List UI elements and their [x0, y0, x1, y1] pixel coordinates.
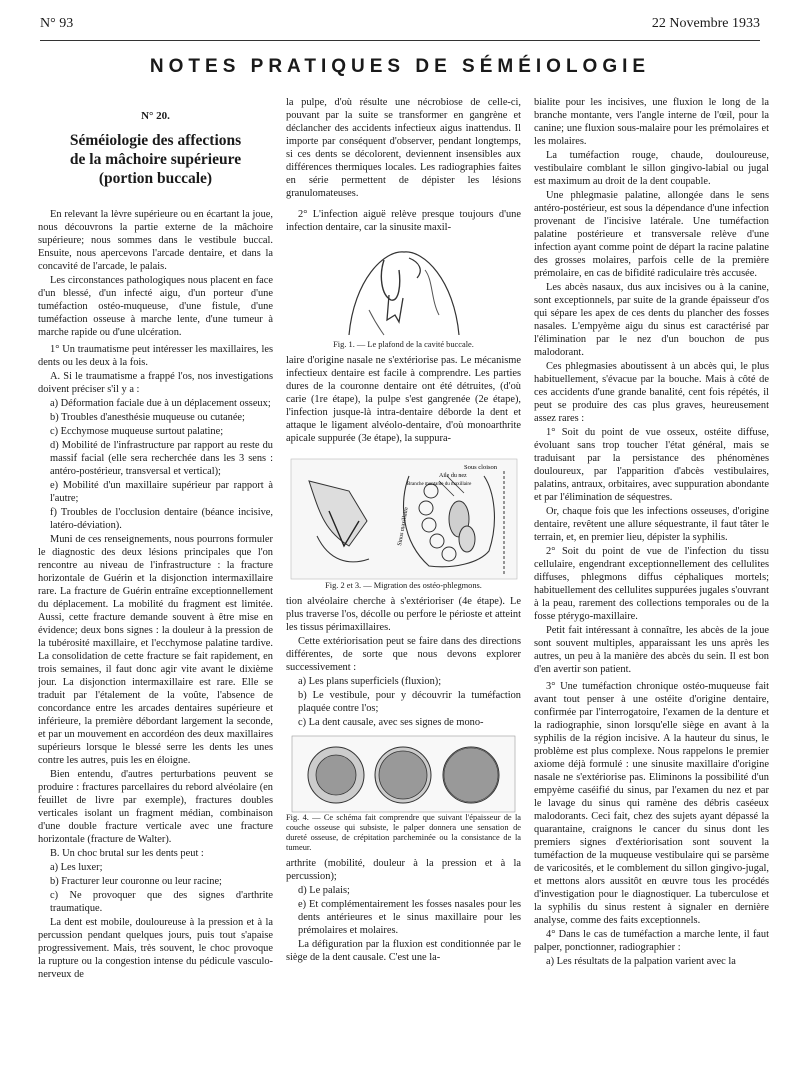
paragraph: B. Un choc brutal sur les dents peut : [50, 848, 204, 859]
issue-date: 22 Novembre 1933 [651, 16, 760, 31]
figure-4 [286, 735, 521, 853]
column-3 [534, 96, 769, 1080]
paragraph: bialite pour les incisives, une fluxion le long de la branche montante, vers l'angle interne de l'œil, pour la canine; une fluxion sous-malaire pour les prémolaires et les molaires. [534, 97, 769, 147]
list-item: e) Et complémentairement les fosses nasales pour les dents antérieures et le sinus maxillaire pour les prémolaires et molaires. [298, 899, 521, 936]
paragraph: 3° Une tuméfaction chronique ostéo-muqueuse fait avant tout penser à une ostéite d'origine dentaire, confirmée par l'interrogatoire, l'examen de la denture et la radiographie, sinon lorsqu'elle siège en avant à la syphilis de la région incisive. A la hauteur du sinus, le problème est plus complexe. Nous rappelons le premier axiome déjà formulé : une sinusite maxillaire d'origine nasale ne s'extériorise pas. Eliminons la possibilité d'un empyème caséifié du sinus, par l'examen du nez et par le lavage du sinus qui ramène des débris caséeux malodorants. Ceci fait, chez des sujets ayant dépassé la quarantaine, craignons le cancer du sinus dont les premiers signes d'extériorisation sont souvent la tuméfaction de la muqueuse vestibulaire qui se parsème de varicosités, et le comblement du sillon gingivo-jugal, et mettons alors aussitôt en œuvre tous les procédés d'investigation pour le diagnostiquer. La tuberculose et la syphilis du sinus restent à signaler en dernière analyse, comme des faits exceptionnels. [534, 681, 769, 926]
figure-2-3-caption: Fig. 2 et 3. — Migration des ostéo-phlegmons. [325, 581, 482, 590]
paragraph: A. Si le traumatisme a frappé l'os, nos investigations doivent préciser s'il y a : [38, 371, 273, 395]
osteophlegmon-migration-sketch-icon [289, 451, 519, 581]
list-item: b) Troubles d'anesthésie muqueuse ou cutanée; [50, 412, 245, 423]
title-line-1: Séméiologie des affections [69, 132, 242, 149]
column-2 [286, 96, 521, 1080]
figure-1 [286, 240, 521, 350]
list-item: b) Fracturer leur couronne ou leur racine; [50, 876, 222, 887]
paragraph: arthrite (mobilité, douleur à la pression et à la percussion); [286, 858, 521, 882]
article-columns [38, 96, 768, 1080]
paragraph: la pulpe, d'où résulte une nécrobiose de celle-ci, pouvant par la suite se transformer en gangrène et déclancher des accidents infectieux aigus inattendus. Il importe par conséquent d'observer, pendant longtemps, si ces dents se décolorent, deviennent insensibles aux différences thermiques locales. Les radiographies faites en série permettent de dépister les lésions granulomateuses. [286, 97, 521, 199]
list-item: d) Le palais; [298, 885, 350, 896]
list-item: c) La dent causale, avec ses signes de mono- [298, 717, 484, 728]
palate-sketch-icon [329, 240, 479, 340]
paragraph: Bien entendu, d'autres perturbations peuvent se produire : fractures parcellaires du rebord alvéolaire (en feuillet de livre par exemple), fractures doubles verticales isolant un fragment médian, combinaison d'une double fracture verticale avec une fracture horizontale (fracture de Walter). [38, 769, 273, 845]
paragraph: Muni de ces renseignements, nous pourrons formuler le diagnostic des deux lésions principales que l'on rencontre au niveau de l'infrastructure : la fracture horizontale de Guérin et la disjonction intermaxillaire rare. La fracture de Guérin entraîne exceptionnellement du déplacement. La mobilité du fragment est limitée. Aussi, cette fracture demande souvent à être mise en évidence; deux bons signes : la douleur à la pression de la tubérosité maxillaire, et l'ecchymose palatine tardive. La consolidation de cette fracture se fait rapidement, en trois semaines, il faut donc agir vite avant le dixième jour. La disjonction intermaxillaire est rare. Elle se traduit par l'étalement de la voûte, l'absence de concordance entre les arcades dentaires supérieure et inférieure, la première débordant largement la seconde, et par un mouvement en accordéon des deux maxillaires supérieurs lorsque le blessé serre les dents les unes contre les autres, puis les en éloigne. [38, 534, 273, 766]
paragraph: La dent est mobile, douloureuse à la pression et à la percussion pendant quelques jours, puis tout s'apaise progressivement. Mais, très souvent, le choc provoque la rupture ou la congestion intense du pédicule vasculo-nerveux de [38, 917, 273, 980]
list-item: a) Les luxer; [50, 862, 103, 873]
header-rule [40, 40, 760, 41]
figure-2-3 [286, 451, 521, 591]
paragraph: Petit fait intéressant à connaître, les abcès de la joue sont souvent multiples, apparaissant les uns après les autres, un peu à la manière des abcès du sein. Il est bon d'en avertir son patient. [534, 625, 769, 675]
list-item: d) Mobilité de l'infrastructure par rapport au reste du massif facial (elle sera recherchée dans les 3 sens : antéro-postérieur, transversal et vertical); [50, 440, 273, 477]
title-line-2: de la mâchoire supérieure [69, 151, 242, 168]
paragraph: 2° Soit du point de vue de l'infection du tissu cellulaire, engendrant exceptionnellement des cellulites diffuses, phlegmons diffus céphaliques mortels; habituellement des cellulites suppurées jugales s'ouvrant à la peau, rarement des collections temporales ou de la fosse ptérygo-maxillaire. [534, 546, 769, 622]
article-number: N° 20. [141, 110, 170, 122]
paragraph: La défiguration par la fluxion est conditionnée par le siège de la dent causale. C'est une la- [286, 939, 521, 963]
figure-1-caption: Fig. 1. — Le plafond de la cavité buccale. [333, 340, 474, 349]
fig-label-sinus: Sinus maxillaire [396, 506, 410, 547]
fig-label-sous-cloison: Sous cloison [463, 464, 497, 471]
paragraph: Une phlegmasie palatine, allongée dans le sens antéro-postérieur, est sous la dépendance d'une infection provenant de l'incisive latérale. Une tuméfaction palatine postérieure et transversale relève d'une infection ayant comme point de départ la racine palatine des grosses molaires, parfois celle de la première prémolaire, en cas de bifidité radiculaire très accusée. [534, 190, 769, 279]
list-item: e) Mobilité d'un maxillaire supérieur par rapport à l'autre; [50, 480, 273, 504]
paragraph: 4° Dans le cas de tuméfaction a marche lente, il faut palper, ponctionner, radiographier : [534, 929, 769, 953]
masthead-title: NOTES PRATIQUES DE SÉMÉIOLOGIE [149, 56, 651, 77]
article-title [38, 131, 273, 188]
paragraph: 2° L'infection aiguë relève presque toujours d'une infection dentaire, car la sinusite maxil- [286, 209, 521, 233]
paragraph: Ces phlegmasies aboutissent à un abcès qui, le plus habituellement, s'évacue par la bouche. Mais à côté de ces accidents d'une grande banalité, cent fois répétés, il peut se produire des cas plus graves, heureusement assez rares : [534, 361, 769, 424]
title-line-3: (portion buccale) [98, 170, 213, 187]
issue-number: N° 93 [40, 16, 74, 31]
paragraph: a) Les résultats de la palpation varient avec la [546, 956, 736, 967]
paragraph: La tuméfaction rouge, chaude, douloureuse, vestibulaire comblant le sillon gingivo-labial ou jugal est maximum au droit de la dent coupable. [534, 150, 769, 187]
paragraph: Cette extériorisation peut se faire dans des directions différentes, de sorte que nous devons explorer successivement : [286, 636, 521, 673]
paragraph: tion alvéolaire cherche à s'extérioriser (4e étape). Le plus traverse l'os, décolle ou perfore le périoste et atteint les tissus périmaxillaires. [286, 596, 521, 633]
list-item: c) Ecchymose muqueuse surtout palatine; [50, 426, 224, 437]
paragraph: 1° Un traumatisme peut intéresser les maxillaires, les dents ou les deux à la fois. [38, 344, 273, 368]
list-item: a) Déformation faciale due à un déplacement osseux; [50, 398, 271, 409]
paragraph: Les abcès nasaux, dus aux incisives ou à la canine, sont exceptionnels, par suite de la grande épaisseur d'os qui sépare les apex de ces dents du plancher des fosses nasales. L'empyème aigu du sinus est caractérisé par l'élimination par le nez d'un bouchon de pus malodorant. [534, 282, 769, 358]
paragraph: 1° Soit du point de vue osseux, ostéite diffuse, évoluant sans trop toucher l'état général, mais se traduisant par la persistance des phénomènes douloureux, par l'apparition d'abcès vestibulaires, palatins, antraux, orbitaires, avec suppuration abondante et par l'élimination de séquestres. [534, 427, 769, 503]
page-header [40, 14, 760, 36]
fig-label-branche-montante: Branche montante du maxillaire [406, 482, 471, 487]
bone-layer-circles-icon [291, 735, 516, 813]
fig-label-aile-du-nez: Aile du nez [438, 473, 467, 479]
list-item: c) Ne provoquer que des signes d'arthrite traumatique. [50, 890, 273, 914]
figure-4-caption: Fig. 4. — Ce schéma fait comprendre que suivant l'épaisseur de la couche osseuse qui subsiste, le palper donnera une sensation de dureté osseuse, de crépitation parcheminée ou la consistance de la tumeur. [286, 813, 521, 852]
paragraph: laire d'origine nasale ne s'extériorise pas. Le mécanisme infectieux dentaire est facile à comprendre. Les parties dures de la couronne dentaire ont été détruites, (d'où carie (1re étape), la pulpe s'est gangrenée (2e étape), l'infection jusque-là intra-dentaire déborde la dent et attaque le ligament alvéolo-dentaire, d'où monoarthrite apicale suppurée (3e étape), la suppura- [286, 355, 521, 444]
column-1 [38, 96, 273, 1080]
list-item: b) Le vestibule, pour y découvrir la tuméfaction plaquée contre l'os; [298, 690, 521, 714]
paragraph: Les circonstances pathologiques nous placent en face d'un blessé, d'un infecté aigu, d'un porteur d'une tuméfaction ostéo-muqueuse, d'une fistule, d'une tuméfaction osseuse à marche lente, d'une tumeur à marche rapide ou d'une ulcération. [38, 275, 273, 338]
paragraph: Or, chaque fois que les infections osseuses, d'origine dentaire, revêtent une allure séquestrante, il faut tâter le terrain, et, en premier lieu, dépister la syphilis. [534, 506, 769, 543]
list-item: f) Troubles de l'occlusion dentaire (béance incisive, latéro-déviation). [50, 507, 273, 531]
paragraph: En relevant la lèvre supérieure ou en écartant la joue, nous découvrons la partie externe de la mâchoire supérieure; nous sommes dans le vestibule buccal. Ensuite, nous apercevons l'arcade dentaire, et dans la concavité de l'arcade, le palais. [38, 209, 273, 272]
list-item: a) Les plans superficiels (fluxion); [298, 676, 442, 687]
